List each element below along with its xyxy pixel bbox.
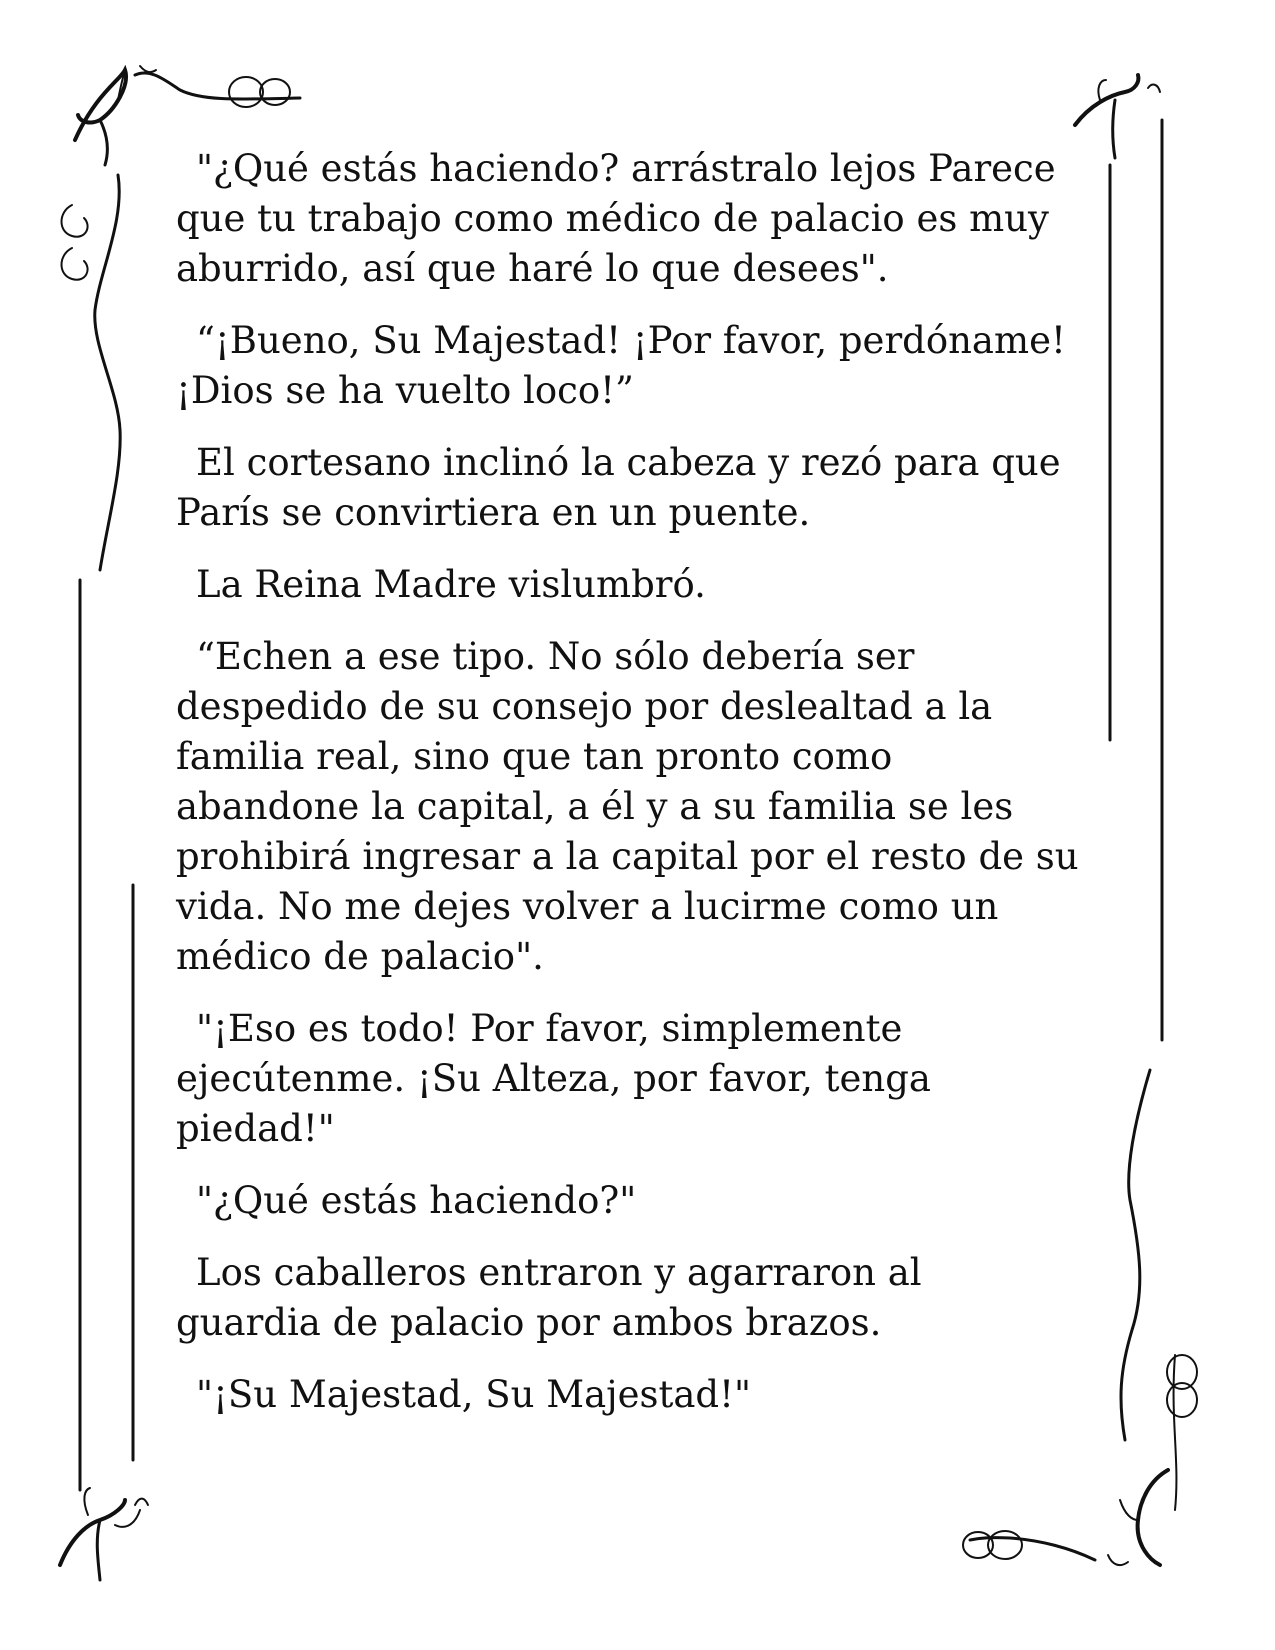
- text-line: despedido de su consejo por deslealtad a la: [176, 685, 993, 728]
- text-line: ejecútenme. ¡Su Alteza, por favor, tenga: [176, 1057, 931, 1100]
- paragraph-4: [176, 560, 1096, 610]
- text-line: “Echen a ese tipo. No sólo debería ser: [196, 635, 915, 678]
- text-line: que tu trabajo como médico de palacio es muy: [176, 197, 1049, 240]
- paragraph-3: [176, 438, 1096, 538]
- text-line: La Reina Madre vislumbró.: [196, 563, 706, 606]
- paragraph-2: [176, 316, 1096, 416]
- paragraph-1: [176, 144, 1096, 294]
- text-line: “¡Bueno, Su Majestad! ¡Por favor, perdóname!: [196, 319, 1066, 362]
- text-line: Los caballeros entraron y agarraron al: [196, 1251, 922, 1294]
- paragraph-7: [176, 1176, 1096, 1226]
- document-body: [176, 144, 1096, 1442]
- text-line: aburrido, así que haré lo que desees".: [176, 247, 889, 290]
- text-line: "¡Eso es todo! Por favor, simplemente: [196, 1007, 903, 1050]
- paragraph-5: [176, 632, 1096, 982]
- text-line: "¿Qué estás haciendo?": [196, 1179, 637, 1222]
- paragraph-9: [176, 1370, 1096, 1420]
- text-line: médico de palacio".: [176, 935, 544, 978]
- text-line: vida. No me dejes volver a lucirme como un: [176, 885, 999, 928]
- text-line: guardia de palacio por ambos brazos.: [176, 1301, 882, 1344]
- bottom-left-flourish-ornament: [60, 1488, 148, 1580]
- text-line: El cortesano inclinó la cabeza y rezó para que: [196, 441, 1061, 484]
- paragraph-6: [176, 1004, 1096, 1154]
- text-line: París se convirtiera en un puente.: [176, 491, 811, 534]
- text-line: abandone la capital, a él y a su familia se les: [176, 785, 1014, 828]
- text-line: ¡Dios se ha vuelto loco!”: [176, 369, 634, 412]
- text-line: piedad!": [176, 1107, 335, 1150]
- text-line: familia real, sino que tan pronto como: [176, 735, 893, 778]
- paragraph-8: [176, 1248, 1096, 1348]
- text-line: prohibirá ingresar a la capital por el resto de su: [176, 835, 1079, 878]
- text-line: "¿Qué estás haciendo? arrástralo lejos Parece: [196, 147, 1056, 190]
- text-line: "¡Su Majestad, Su Majestad!": [196, 1373, 751, 1416]
